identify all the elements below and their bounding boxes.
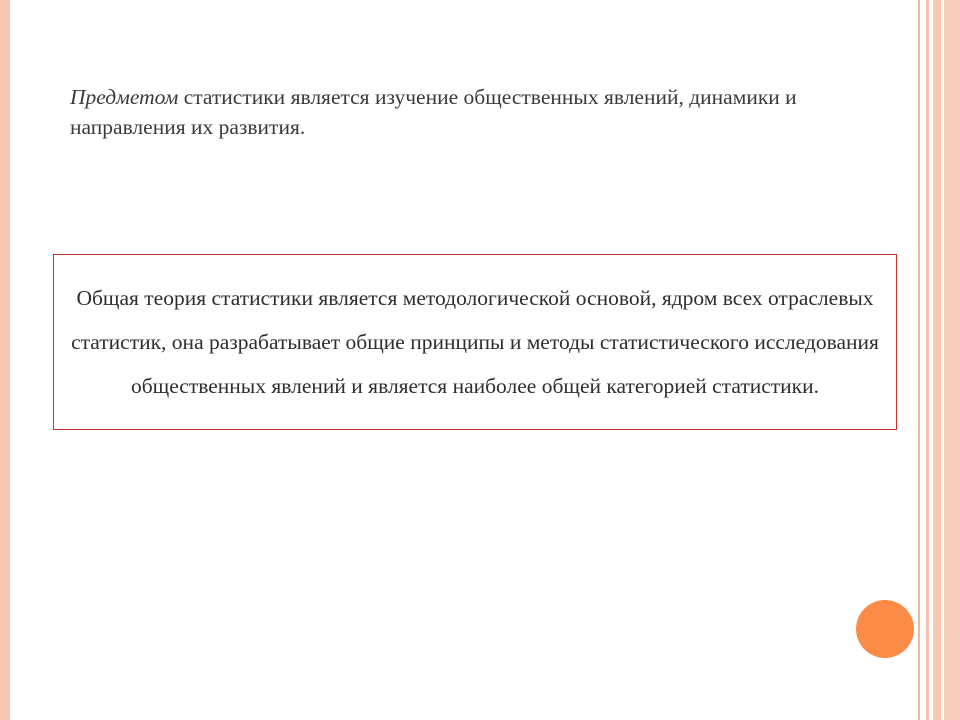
subject-emphasis: Предметом: [70, 85, 179, 109]
left-decorative-border: [0, 0, 10, 720]
stripe: [918, 0, 920, 720]
stripe: [944, 0, 960, 720]
stripe: [933, 0, 941, 720]
right-decorative-stripes: [918, 0, 960, 720]
subject-definition: [70, 82, 870, 142]
stripe: [926, 0, 929, 720]
theory-text: Общая теория статистики является методологической основой, ядром всех отраслевых статистик, она разрабатывает общие принципы и методы статистического исследования общественных явлений и является наиболее общей категорией статистики.: [71, 286, 879, 398]
theory-box: [53, 254, 897, 430]
subject-rest: статистики является изучение общественных явлений, динамики и направления их развития.: [70, 85, 797, 139]
orange-dot-decoration: [856, 600, 914, 658]
